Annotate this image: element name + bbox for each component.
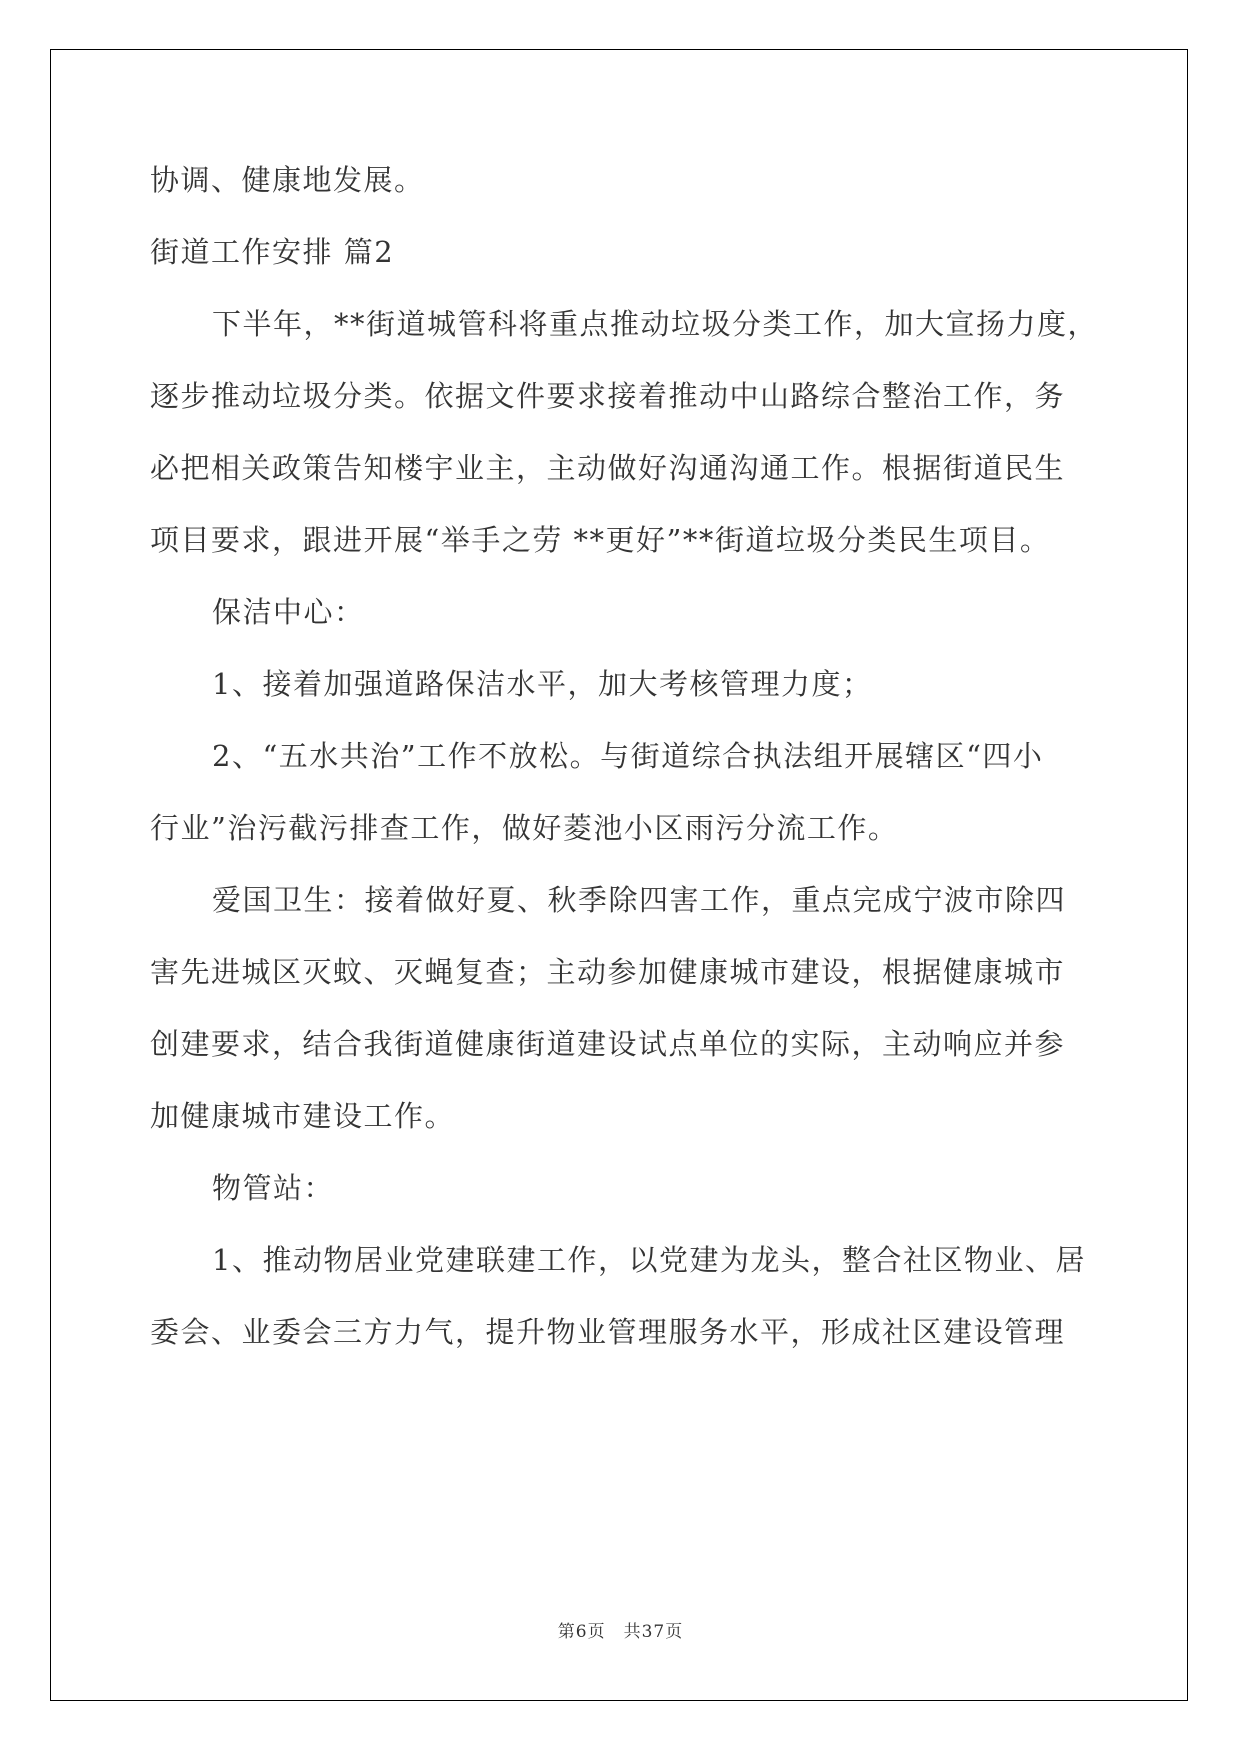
paragraph-line: 创建要求，结合我街道健康街道建设试点单位的实际，主动响应并参 <box>150 1027 1066 1061</box>
paragraph-line: 逐步推动垃圾分类。依据文件要求接着推动中山路综合整治工作，务 <box>150 379 1066 413</box>
subheading-property-station: 物管站： <box>212 1171 335 1205</box>
paragraph-line: 必把相关政策告知楼宇业主，主动做好沟通沟通工作。根据街道民生 <box>150 451 1066 485</box>
list-item: 1、推动物居业党建联建工作，以党建为龙头，整合社区物业、居 <box>212 1243 1086 1277</box>
paragraph-line: 害先进城区灭蚊、灭蝇复查；主动参加健康城市建设，根据健康城市 <box>150 955 1066 989</box>
paragraph-line: 加健康城市建设工作。 <box>150 1099 456 1133</box>
paragraph-line: 爱国卫生：接着做好夏、秋季除四害工作，重点完成宁波市除四 <box>212 883 1067 917</box>
page-border <box>50 49 1188 1701</box>
paragraph-line: 项目要求，跟进开展“举手之劳 **更好”**街道垃圾分类民生项目。 <box>150 523 1051 557</box>
subheading-cleaning-center: 保洁中心： <box>212 595 365 629</box>
list-item-continued: 委会、业委会三方力气，提升物业管理服务水平，形成社区建设管理 <box>150 1315 1066 1349</box>
list-item: 2、“五水共治”工作不放松。与街道综合执法组开展辖区“四小 <box>212 739 1044 773</box>
section-heading: 街道工作安排 篇2 <box>150 235 395 269</box>
paragraph-line: 下半年，**街道城管科将重点推动垃圾分类工作，加大宣扬力度， <box>212 307 1099 341</box>
list-item: 1、接着加强道路保洁水平，加大考核管理力度； <box>212 667 873 701</box>
text-line: 协调、健康地发展。 <box>150 163 425 197</box>
page-number-footer: 第6页 共37页 <box>557 1622 684 1642</box>
list-item-continued: 行业”治污截污排查工作，做好菱池小区雨污分流工作。 <box>150 811 899 845</box>
